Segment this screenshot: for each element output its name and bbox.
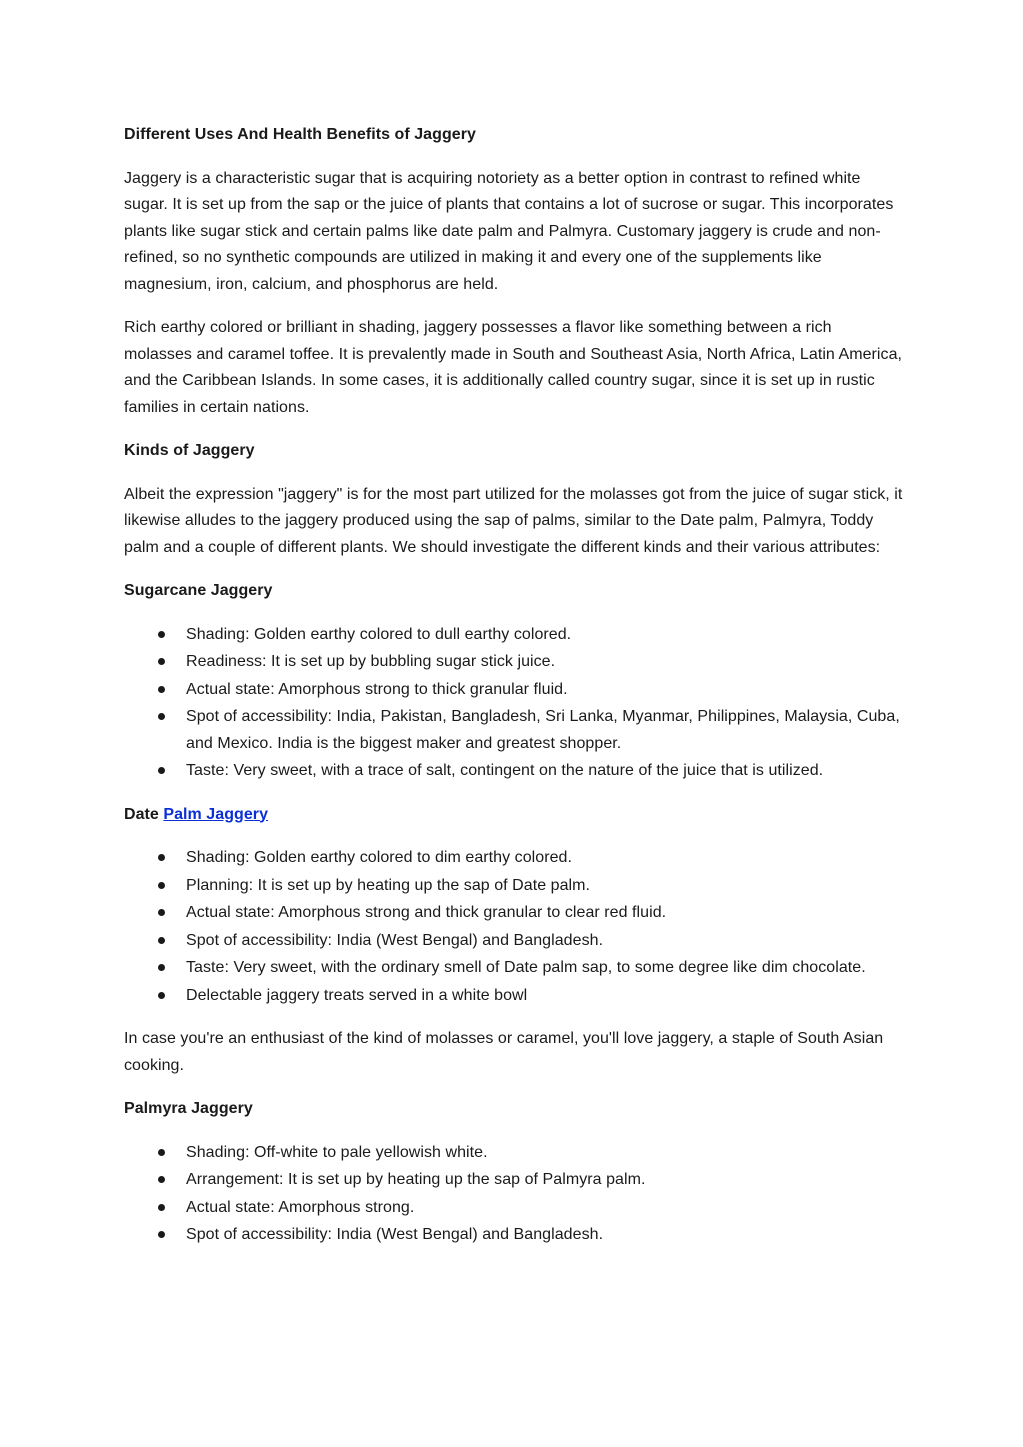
list-item-text: Actual state: Amorphous strong. (186, 1198, 415, 1216)
palm-jaggery-link[interactable]: Palm Jaggery (163, 805, 269, 823)
kinds-heading: Kinds of Jaggery (124, 442, 255, 459)
palmyra-list (124, 1140, 904, 1249)
list-item (124, 955, 904, 982)
list-item (124, 928, 904, 955)
list-item (124, 677, 904, 704)
date-palm-heading (124, 802, 904, 829)
list-item (124, 983, 904, 1010)
list-item-text: Spot of accessibility: India, Pakistan, Bangladesh, Sri Lanka, Myanmar, Philippines, Malaysia, Cuba, and Mexico. India is the biggest maker and greatest shopper. (186, 708, 900, 752)
bullet-icon (158, 992, 165, 999)
list-item (124, 1167, 904, 1194)
document-title: Different Uses And Health Benefits of Jaggery (124, 126, 476, 143)
list-item-text: Delectable jaggery treats served in a white bowl (186, 986, 528, 1004)
bullet-icon (158, 882, 165, 889)
list-item-text: Planning: It is set up by heating up the sap of Date palm. (186, 876, 591, 894)
sugarcane-heading: Sugarcane Jaggery (124, 582, 273, 599)
bullet-icon (158, 854, 165, 861)
document-content (124, 122, 904, 1266)
bullet-icon (158, 713, 165, 720)
list-item-text: Shading: Off-white to pale yellowish white. (186, 1143, 488, 1161)
list-item-text: Readiness: It is set up by bubbling sugar stick juice. (186, 653, 556, 670)
list-item (124, 873, 904, 900)
intro-paragraph-2: Rich earthy colored or brilliant in shading, jaggery possesses a flavor like something between a rich molasses and caramel toffee. It is prevalently made in South and Southeast Asia, North Africa, Latin America, and the Caribbean Islands. In some cases, it is additionally called country sugar, since it is set up in rustic families in certain nations. (124, 319, 903, 416)
sugarcane-list (124, 622, 904, 785)
bullet-icon (158, 937, 165, 944)
list-item (124, 622, 904, 649)
list-item-text: Taste: Very sweet, with a trace of salt, contingent on the nature of the juice that is utilized. (186, 762, 824, 779)
list-item-text: Actual state: Amorphous strong and thick granular to clear red fluid. (186, 904, 667, 921)
list-item (124, 900, 904, 927)
list-item (124, 1222, 904, 1249)
kinds-paragraph: Albeit the expression "jaggery" is for the most part utilized for the molasses got from the juice of sugar stick, it likewise alludes to the jaggery produced using the sap of palms, similar to the Date palm, Palmyra, Toddy palm and a couple of different plants. We should investigate the different kinds and their various attributes: (124, 485, 903, 556)
intro-paragraph-1: Jaggery is a characteristic sugar that is acquiring notoriety as a better option in contrast to refined white sugar. It is set up from the sap or the juice of plants that contains a lot of sucrose or sugar. This incorporates plants like sugar stick and certain palms like date palm and Palmyra. Customary jaggery is crude and non-refined, so no synthetic compounds are utilized in making it and every one of the supplements like magnesium, iron, calcium, and phosphorus are held. (124, 169, 894, 293)
date-palm-heading-prefix: Date (124, 805, 164, 823)
list-item (124, 1140, 904, 1167)
list-item-text: Taste: Very sweet, with the ordinary smell of Date palm sap, to some degree like dim chocolate. (186, 959, 866, 976)
list-item (124, 649, 904, 676)
list-item-text: Shading: Golden earthy colored to dim earthy colored. (186, 849, 572, 866)
list-item (124, 845, 904, 872)
bullet-icon (158, 1176, 165, 1183)
bullet-icon (158, 658, 165, 665)
list-item-text: Shading: Golden earthy colored to dull earthy colored. (186, 625, 572, 643)
list-item (124, 758, 904, 785)
list-item-text: Spot of accessibility: India (West Bengal) and Bangladesh. (186, 1226, 604, 1243)
bullet-icon (158, 1204, 165, 1211)
bullet-icon (158, 1149, 165, 1156)
bullet-icon (158, 964, 165, 971)
list-item-text: Actual state: Amorphous strong to thick granular fluid. (186, 680, 568, 698)
bullet-icon (158, 686, 165, 693)
list-item-text: Arrangement: It is set up by heating up the sap of Palmyra palm. (186, 1171, 646, 1188)
list-item-text: Spot of accessibility: India (West Bengal) and Bangladesh. (186, 931, 604, 949)
date-palm-list (124, 845, 904, 1009)
palmyra-heading: Palmyra Jaggery (124, 1100, 253, 1117)
list-item (124, 1195, 904, 1222)
bullet-icon (158, 767, 165, 774)
date-palm-after-paragraph: In case you're an enthusiast of the kind of molasses or caramel, you'll love jaggery, a staple of South Asian cooking. (124, 1030, 884, 1074)
list-item (124, 704, 904, 757)
bullet-icon (158, 909, 165, 916)
bullet-icon (158, 631, 165, 638)
bullet-icon (158, 1231, 165, 1238)
